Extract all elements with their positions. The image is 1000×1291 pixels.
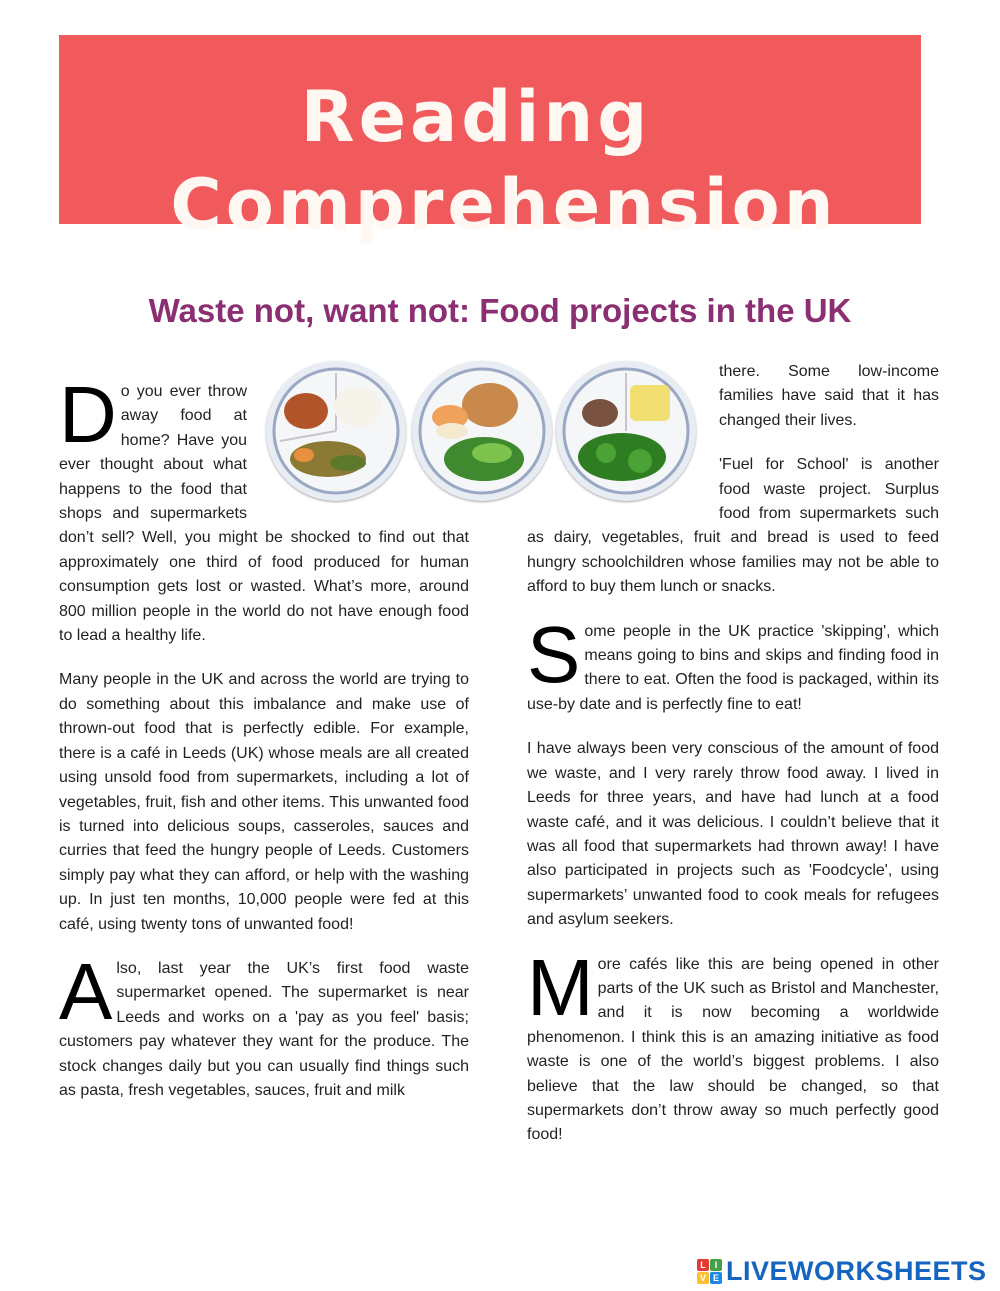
paragraph-intro-text: o you ever throw away food at home? Have you ever thought about what happens to the food that shops and supermarkets don’t sell? Well, you might be shocked to find out that approximately one third of food produced for human consumption gets lost or wasted. What’s more, around 800 million people in the world do not have enough food to lead a healthy life. <box>59 383 469 645</box>
paragraph-leeds-cafe: Many people in the UK and across the world are trying to do something about this imbalance and make use of thrown-out food that is perfectly edible. For example, there is a café in Leeds (UK) whose meals are all created using unsold food from supermarkets, including a lot of vegetables, fruit, fish and other items. This unwanted food is turned into delicious soups, casseroles, sauces and curries that feed the hungry people of Leeds. Customers simply pay what they can afford, or help with the washing up. In just ten months, 10,000 people were fed at this café, using twenty tons of unwanted food! <box>59 671 469 933</box>
liveworksheets-logo[interactable] <box>697 1256 987 1286</box>
paragraph-low-income <box>527 360 939 433</box>
logo-letter: E <box>710 1272 722 1284</box>
paragraph-personal-experience: I have always been very conscious of the amount of food we waste, and I very rarely throw food away. I lived in Leeds for three years, and have had lunch at a food waste café, and it was delicious. I couldn’t believe that it was all food that supermarkets had thrown away! I have also participated in projects such as 'Foodcycle', using supermarkets’ unwanted food to cook meals for refugees and asylum seekers. <box>527 740 939 929</box>
logo-letter: V <box>697 1272 709 1284</box>
paragraph-low-income-text: there. Some low-income families have said that it has changed their lives. <box>719 363 939 429</box>
banner-line-comprehension: Comprehension <box>170 164 838 246</box>
paragraph-food-waste-supermarket <box>59 946 469 1103</box>
drop-cap-s: S <box>527 609 581 699</box>
paragraph-skipping <box>527 609 939 718</box>
right-column <box>527 360 939 1168</box>
title-banner <box>59 35 921 246</box>
liveworksheets-logo-icon <box>697 1259 722 1284</box>
article-title: Waste not, want not: Food projects in the UK <box>148 292 852 329</box>
liveworksheets-wordmark: LIVEWORKSHEETS <box>726 1255 987 1286</box>
drop-cap-m: M <box>527 942 594 1032</box>
drop-cap-d: D <box>59 370 117 459</box>
paragraph-intro <box>59 370 469 648</box>
logo-letter: L <box>697 1259 709 1271</box>
paragraph-more-cafes <box>527 942 939 1148</box>
paragraph-fuel-for-school: 'Fuel for School' is another food waste project. Surplus food from supermarkets such as dairy, vegetables, fruit and bread is used to feed hungry schoolchildren whose families may not be able to afford to buy them lunch or snacks. <box>527 456 939 596</box>
paragraph-food-waste-supermarket-text: lso, last year the UK’s first food waste supermarket opened. The supermarket is near Leeds and works on a 'pay as you feel' basis; customers pay whatever they want for the produce. The stock changes daily but you can usually find things such as pasta, fresh vegetables, sauces, fruit and milk <box>59 959 469 1099</box>
drop-cap-a: A <box>59 946 113 1036</box>
left-column <box>59 370 469 1123</box>
banner-line-reading: Reading <box>300 76 652 158</box>
paragraph-skipping-text: ome people in the UK practice 'skipping', which means going to bins and skips and finding food in there to eat. Often the food is packaged, within its use-by date and is perfectly fine to eat! <box>527 622 939 713</box>
photo-spacer <box>247 380 469 520</box>
logo-letter: I <box>710 1259 722 1271</box>
paragraph-more-cafes-text: ore cafés like this are being opened in other parts of the UK such as Bristol and Manchester, and it is now becoming a worldwide phenomenon. I think this is an amazing initiative as food waste is one of the world’s biggest problems. I also believe that the law should be changed, so that supermarkets don’t throw away so much perfectly good food! <box>527 955 939 1144</box>
photo-spacer <box>527 360 719 520</box>
